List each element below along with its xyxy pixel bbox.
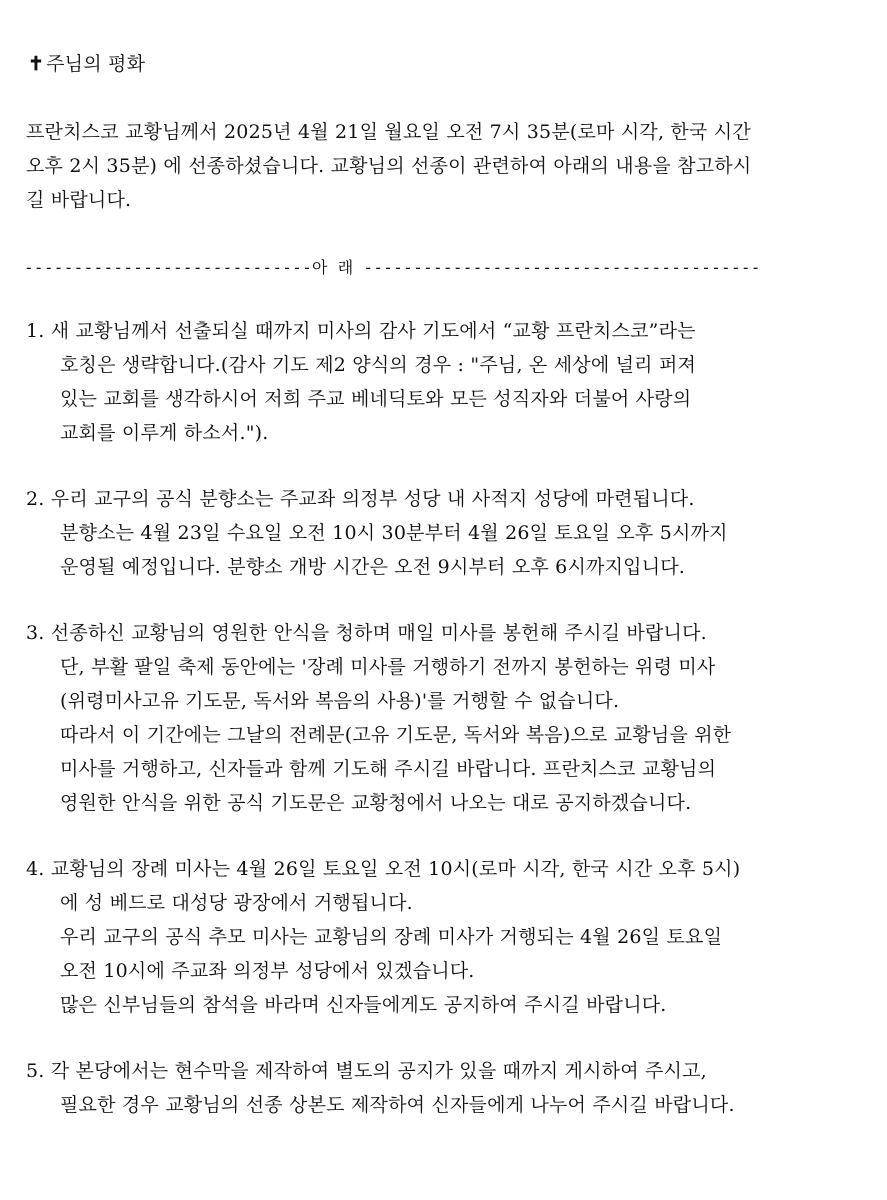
notice-item-2-line: 분향소는 4월 23일 수요일 오전 10시 30분부터 4월 26일 토요일 오후 5시까지 <box>60 522 728 544</box>
intro-line: 길 바랍니다. <box>26 189 132 211</box>
section-divider: -----------------------------아 래 ---------------------------------------- <box>24 258 761 277</box>
notice-item-2-line: 2. 우리 교구의 공식 분향소는 주교좌 의정부 성당 내 사적지 성당에 마련됩니다. <box>26 488 695 510</box>
notice-item-3-line: 단, 부활 팔일 축제 동안에는 '장례 미사를 거행하기 전까지 봉헌하는 위령 미사 <box>60 656 716 678</box>
notice-item-5-line: 5. 각 본당에서는 현수막을 제작하여 별도의 공지가 있을 때까지 게시하여 주시고, <box>26 1060 707 1082</box>
notice-item-5-line: 필요한 경우 교황님의 선종 상본도 제작하여 신자들에게 나누어 주시길 바랍니다. <box>60 1094 735 1116</box>
notice-item-1-line: 교회를 이루게 하소서."). <box>60 422 269 444</box>
notice-item-3-line: 영원한 안식을 위한 공식 기도문은 교황청에서 나오는 대로 공지하겠습니다. <box>60 792 692 814</box>
notice-item-4-line: 우리 교구의 공식 추모 미사는 교황님의 장례 미사가 거행되는 4월 26일 토요일 <box>60 926 723 948</box>
notice-item-4-line: 4. 교황님의 장례 미사는 4월 26일 토요일 오전 10시(로마 시각, 한국 시간 오후 5시) <box>26 858 741 880</box>
notice-item-3-line: 3. 선종하신 교황님의 영원한 안식을 청하며 매일 미사를 봉헌해 주시길 바랍니다. <box>26 622 707 644</box>
notice-item-3-line: (위령미사고유 기도문, 독서와 복음의 사용)'를 거행할 수 없습니다. <box>60 690 620 712</box>
greeting <box>28 52 145 76</box>
notice-item-4-line: 오전 10시에 주교좌 의정부 성당에서 있겠습니다. <box>60 960 475 982</box>
intro-line: 프란치스코 교황님께서 2025년 4월 21일 월요일 오전 7시 35분(로마 시각, 한국 시간 <box>26 121 751 143</box>
notice-item-4-line: 많은 신부님들의 참석을 바라며 신자들에게도 공지하여 주시길 바랍니다. <box>60 994 667 1016</box>
greeting-text: 주님의 평화 <box>46 53 146 75</box>
notice-item-3-line: 미사를 거행하고, 신자들과 함께 기도해 주시길 바랍니다. 프란치스코 교황님의 <box>60 758 717 780</box>
intro-line: 오후 2시 35분) 에 선종하셨습니다. 교황님의 선종이 관련하여 아래의 내용을 참고하시 <box>26 155 752 177</box>
cross-icon: ✝ <box>28 53 45 75</box>
notice-item-4-line: 에 성 베드로 대성당 광장에서 거행됩니다. <box>60 892 413 914</box>
notice-item-1-line: 1. 새 교황님께서 선출되실 때까지 미사의 감사 기도에서 “교황 프란치스코”라는 <box>26 320 696 342</box>
notice-item-2-line: 운영될 예정입니다. 분향소 개방 시간은 오전 9시부터 오후 6시까지입니다. <box>60 556 686 578</box>
notice-item-1-line: 있는 교회를 생각하시어 저희 주교 베네딕토와 모든 성직자와 더불어 사랑의 <box>60 388 692 410</box>
notice-item-1-line: 호칭은 생략합니다.(감사 기도 제2 양식의 경우 : "주님, 온 세상에 널리 퍼져 <box>60 354 697 376</box>
notice-item-3-line: 따라서 이 기간에는 그날의 전례문(고유 기도문, 독서와 복음)으로 교황님을 위한 <box>60 724 732 746</box>
